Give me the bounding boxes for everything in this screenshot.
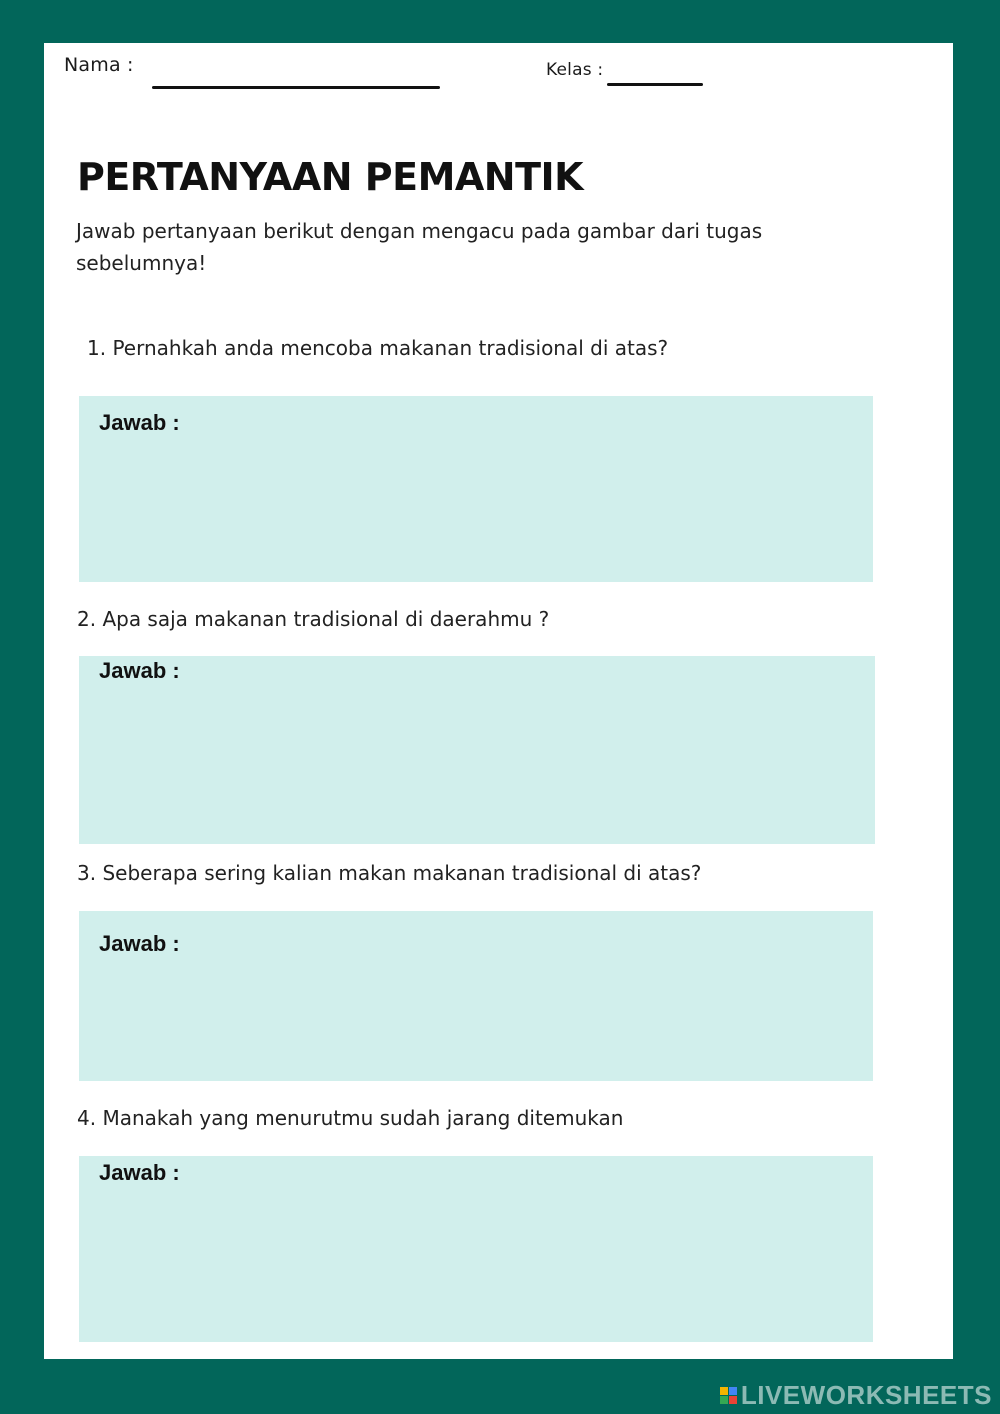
answer-label-3: Jawab : — [99, 931, 180, 956]
answer-label-1: Jawab : — [99, 410, 180, 435]
page-title: PERTANYAAN PEMANTIK — [77, 155, 584, 199]
question-1: 1. Pernahkah anda mencoba makanan tradisional di atas? — [87, 336, 669, 360]
kelas-label: Kelas : — [546, 60, 604, 80]
answer-label-4: Jawab : — [99, 1160, 180, 1185]
brand-name: LIVEWORKSHEETS — [740, 1380, 992, 1410]
answer-label-2: Jawab : — [99, 658, 180, 683]
answer-box-4[interactable] — [79, 1156, 873, 1342]
question-2: 2. Apa saja makanan tradisional di daerahmu ? — [77, 607, 550, 631]
answer-box-2[interactable] — [79, 656, 875, 844]
footer-brand — [720, 1380, 992, 1411]
kelas-input-line[interactable] — [607, 83, 703, 86]
liveworksheets-logo-icon — [720, 1387, 737, 1404]
worksheet-page — [44, 43, 953, 1359]
answer-box-3[interactable] — [79, 911, 873, 1081]
instruction-text: Jawab pertanyaan berikut dengan mengacu pada gambar dari tugas sebelumnya! — [76, 219, 763, 275]
nama-label: Nama : — [64, 54, 134, 76]
nama-input-line[interactable] — [152, 86, 440, 89]
question-4: 4. Manakah yang menurutmu sudah jarang ditemukan — [77, 1106, 624, 1130]
question-3: 3. Seberapa sering kalian makan makanan tradisional di atas? — [77, 861, 702, 885]
answer-box-1[interactable] — [79, 396, 873, 582]
